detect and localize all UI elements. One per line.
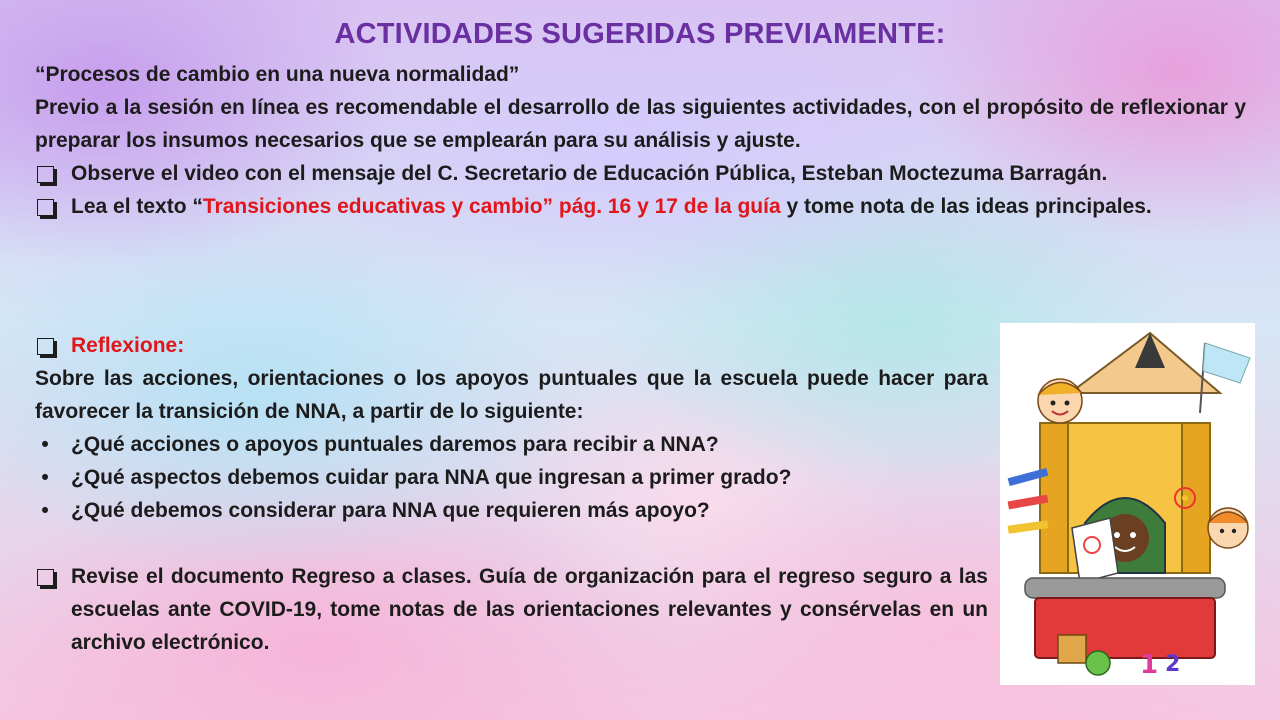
activity-document (35, 560, 988, 659)
bullet-dot-icon: • (41, 499, 49, 522)
activity-document-text: Revise el documento Regreso a clases. Guía de organización para el regreso seguro a las escuelas ante COVID-19, tome notas de las orientaciones relevantes y consérvelas en un archivo electrónico. (71, 565, 988, 654)
question-item (35, 428, 988, 461)
activity-video (35, 157, 1246, 190)
subtitle: “Procesos de cambio en una nueva normalidad” (35, 63, 520, 86)
checkbox-bullet-icon (37, 166, 54, 183)
reflexione-heading (35, 329, 988, 362)
question-text: ¿Qué aspectos debemos cuidar para NNA que ingresan a primer grado? (71, 466, 792, 489)
bullet-dot-icon: • (41, 466, 49, 489)
activities-section (35, 58, 1246, 223)
activity-reading-highlight: Transiciones educativas y cambio” pág. 16 y 17 de la guía (202, 195, 781, 218)
question-text: ¿Qué acciones o apoyos puntuales daremos para recibir a NNA? (71, 433, 719, 456)
slide-title: ACTIVIDADES SUGERIDAS PREVIAMENTE: (334, 18, 946, 50)
bullet-dot-icon: • (41, 433, 49, 456)
reflection-section (35, 329, 988, 659)
activity-reading-suffix: y tome nota de las ideas principales. (780, 195, 1152, 218)
question-item (35, 461, 988, 494)
checkbox-bullet-icon (37, 338, 54, 355)
intro-paragraph: Previo a la sesión en línea es recomendable el desarrollo de las siguientes actividades, con el propósito de reflexionar y preparar los insumos necesarios que se emplearán para su análisis y ajuste. (35, 96, 1246, 152)
checkbox-bullet-icon (37, 569, 54, 586)
svg-text:2: 2 (1165, 652, 1181, 677)
activity-video-text: Observe el video con el mensaje del C. Secretario de Educación Pública, Esteban Moctezuma Barragán. (71, 162, 1108, 185)
children-school-illustration (1000, 323, 1255, 685)
question-item (35, 494, 988, 527)
activity-reading (35, 190, 1246, 223)
checkbox-bullet-icon (37, 199, 54, 216)
reflexione-label: Reflexione: (71, 334, 185, 357)
svg-text:1: 1 (1140, 650, 1159, 680)
illustration-svg (1000, 323, 1255, 685)
spacer (35, 527, 988, 560)
activity-reading-prefix: Lea el texto “ (71, 195, 203, 218)
reflexione-intro: Sobre las acciones, orientaciones o los apoyos puntuales que la escuela puede hacer para favorecer la transición de NNA, a partir de lo siguiente: (35, 367, 988, 423)
question-text: ¿Qué debemos considerar para NNA que requieren más apoyo? (71, 499, 710, 522)
